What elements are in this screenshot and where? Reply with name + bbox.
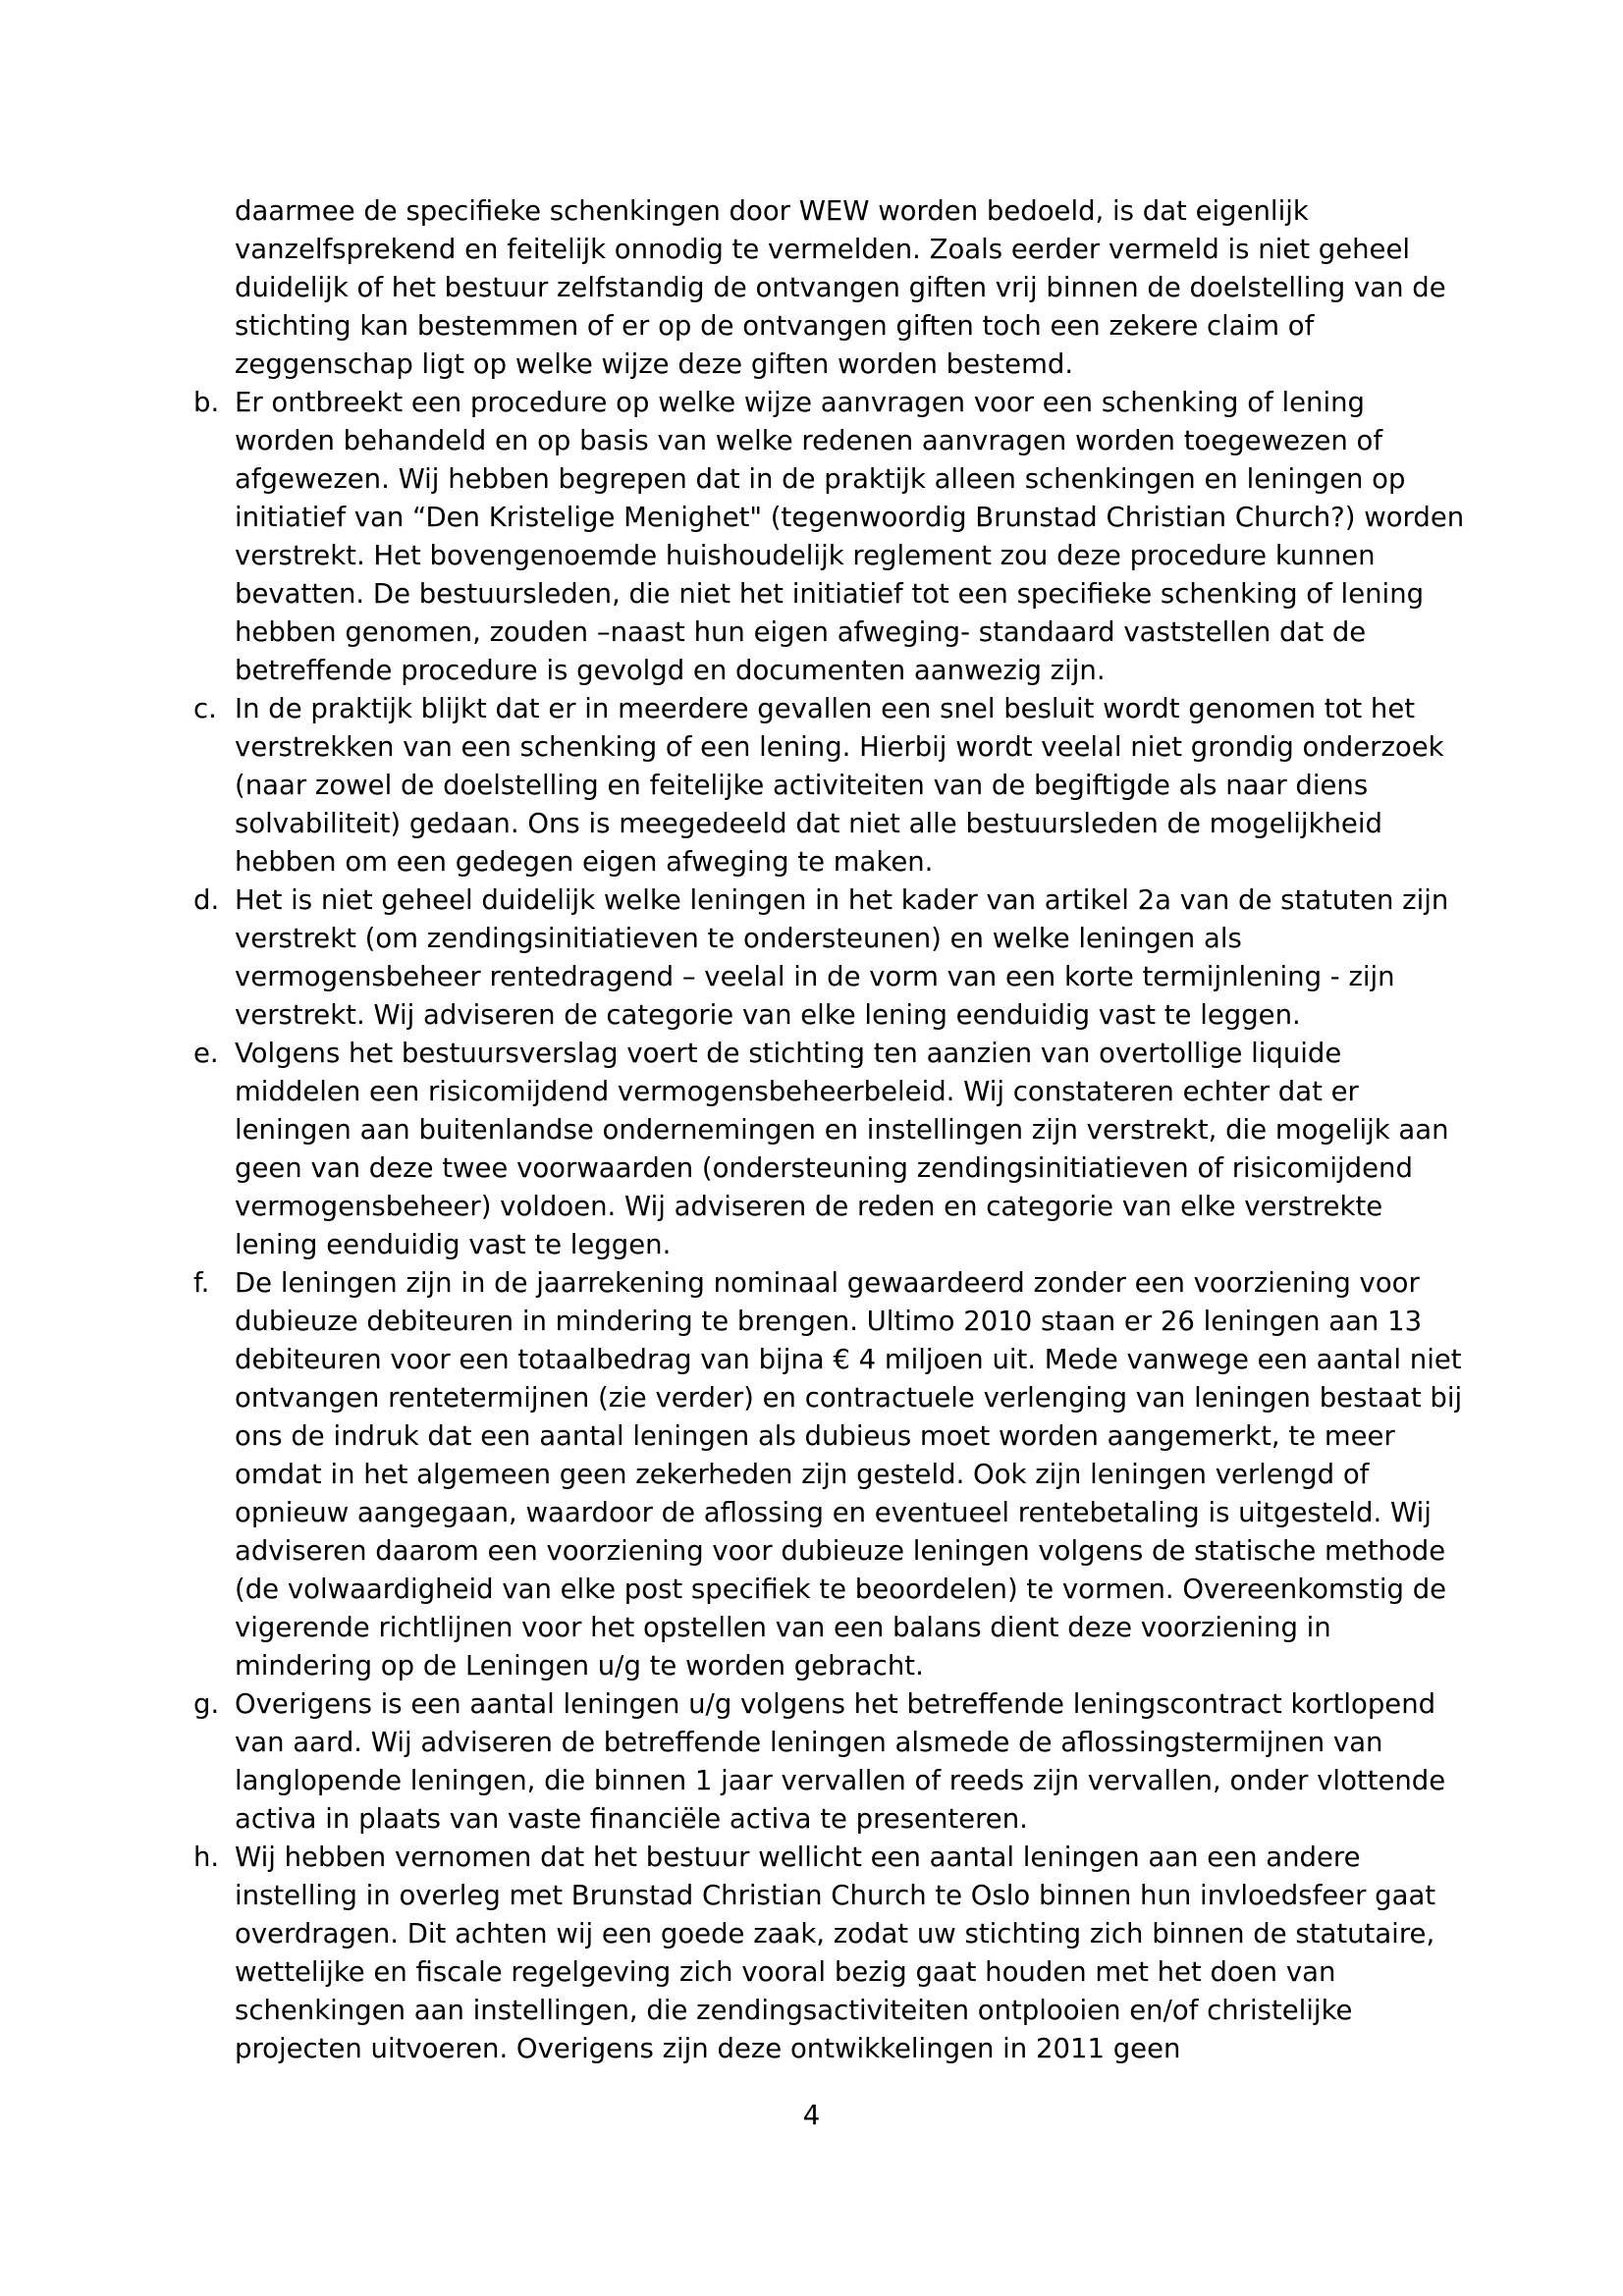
list-marker: b.	[193, 387, 220, 418]
page-content	[193, 192, 1470, 2068]
list-item-text: Er ontbreekt een procedure op welke wijze aanvragen voor een schenking of lening worden behandeld en op basis van welke redenen aanvragen worden toegewezen of afgewezen. Wij hebben begrepen dat in de praktijk alleen schenkingen en leningen op initiatief van “Den Kristelige Menighet" (tegenwoordig Brunstad Christian Church?) worden verstrekt. Het bovengenoemde huishoudelijk reglement zou deze procedure kunnen bevatten. De bestuursleden, die niet het initiatief tot een specifieke schenking of lening hebben genomen, zouden –naast hun eigen afweging- standaard vaststellen dat de betreffende procedure is gevolgd en documenten aanwezig zijn.	[235, 387, 1465, 686]
continuation-paragraph: daarmee de specifieke schenkingen door WEW worden bedoeld, is dat eigenlijk vanzelfsprekend en feitelijk onnodig te vermelden. Zoals eerder vermeld is niet geheel duidelijk of het bestuur zelfstandig de ontvangen giften vrij binnen de doelstelling van de stichting kan bestemmen of er op de ontvangen giften toch een zekere claim of zeggenschap ligt op welke wijze deze giften worden bestemd.	[235, 195, 1446, 380]
list-item-h	[193, 1839, 1470, 2068]
list-item-d	[193, 881, 1470, 1035]
list-item-b	[193, 384, 1470, 690]
list-marker: d.	[193, 884, 220, 916]
list-marker: h.	[193, 1842, 220, 1873]
list-item-text: Het is niet geheel duidelijk welke leningen in het kader van artikel 2a van de statuten zijn verstrekt (om zendingsinitiatieven te ondersteunen) en welke leningen als vermogensbeheer rentedragend – veelal in de vorm van een korte termijnlening - zijn verstrekt. Wij adviseren de categorie van elke lening eenduidig vast te leggen.	[235, 884, 1449, 1031]
list-item-text: In de praktijk blijkt dat er in meerdere gevallen een snel besluit wordt genomen tot het verstrekken van een schenking of een lening. Hierbij wordt veelal niet grondig onderzoek (naar zowel de doelstelling en feitelijke activiteiten van de begiftigde als naar diens solvabiliteit) gedaan. Ons is meegedeeld dat niet alle bestuursleden de mogelijkheid hebben om een gedegen eigen afweging te maken.	[235, 693, 1444, 878]
list-item-text: Volgens het bestuursverslag voert de stichting ten aanzien van overtollige liquide middelen een risicomijdend vermogensbeheerbeleid. Wij constateren echter dat er leningen aan buitenlandse ondernemingen en instellingen zijn verstrekt, die mogelijk aan geen van deze twee voorwaarden (ondersteuning zendingsinitiatieven of risicomijdend vermogensbeheer) voldoen. Wij adviseren de reden en categorie van elke verstrekte lening eenduidig vast te leggen.	[235, 1038, 1449, 1260]
list-marker: c.	[193, 693, 217, 724]
list-item-f	[193, 1264, 1470, 1685]
list-marker: f.	[193, 1267, 210, 1299]
list-item-e	[193, 1035, 1470, 1264]
list-item-c	[193, 690, 1470, 881]
list-item-g	[193, 1685, 1470, 1839]
list-item-text: Overigens is een aantal leningen u/g volgens het betreffende leningscontract kortlopend van aard. Wij adviseren de betreffende leningen alsmede de aflossingstermijnen van langlopende leningen, die binnen 1 jaar vervallen of reeds zijn vervallen, onder vlottende activa in plaats van vaste financiële activa te presenteren.	[235, 1688, 1446, 1835]
page-number: 4	[802, 2100, 821, 2131]
list-item-text: De leningen zijn in de jaarrekening nominaal gewaardeerd zonder een voorziening voor dubieuze debiteuren in mindering te brengen. Ultimo 2010 staan er 26 leningen aan 13 debiteuren voor een totaalbedrag van bijna € 4 miljoen uit. Mede vanwege een aantal niet ontvangen rentetermijnen (zie verder) en contractuele verlenging van leningen bestaat bij ons de indruk dat een aantal leningen als dubieus moet worden aangemerkt, te meer omdat in het algemeen geen zekerheden zijn gesteld. Ook zijn leningen verlengd of opnieuw aangegaan, waardoor de aflossing en eventueel rentebetaling is uitgesteld. Wij adviseren daarom een voorziening voor dubieuze leningen volgens de statische methode (de volwaardigheid van elke post specifiek te beoordelen) te vormen. Overeenkomstig de vigerende richtlijnen voor het opstellen van een balans dient deze voorziening in mindering op de Leningen u/g te worden gebracht.	[235, 1267, 1463, 1682]
list-marker: g.	[193, 1688, 220, 1720]
list-item-text: Wij hebben vernomen dat het bestuur wellicht een aantal leningen aan een andere instelling in overleg met Brunstad Christian Church te Oslo binnen hun invloedsfeer gaat overdragen. Dit achten wij een goede zaak, zodat uw stichting zich binnen de statutaire, wettelijke en fiscale regelgeving zich vooral bezig gaat houden met het doen van schenkingen aan instellingen, die zendingsactiviteiten ontplooien en/of christelijke projecten uitvoeren. Overigens zijn deze ontwikkelingen in 2011 geen	[235, 1842, 1436, 2064]
list-marker: e.	[193, 1038, 219, 1069]
